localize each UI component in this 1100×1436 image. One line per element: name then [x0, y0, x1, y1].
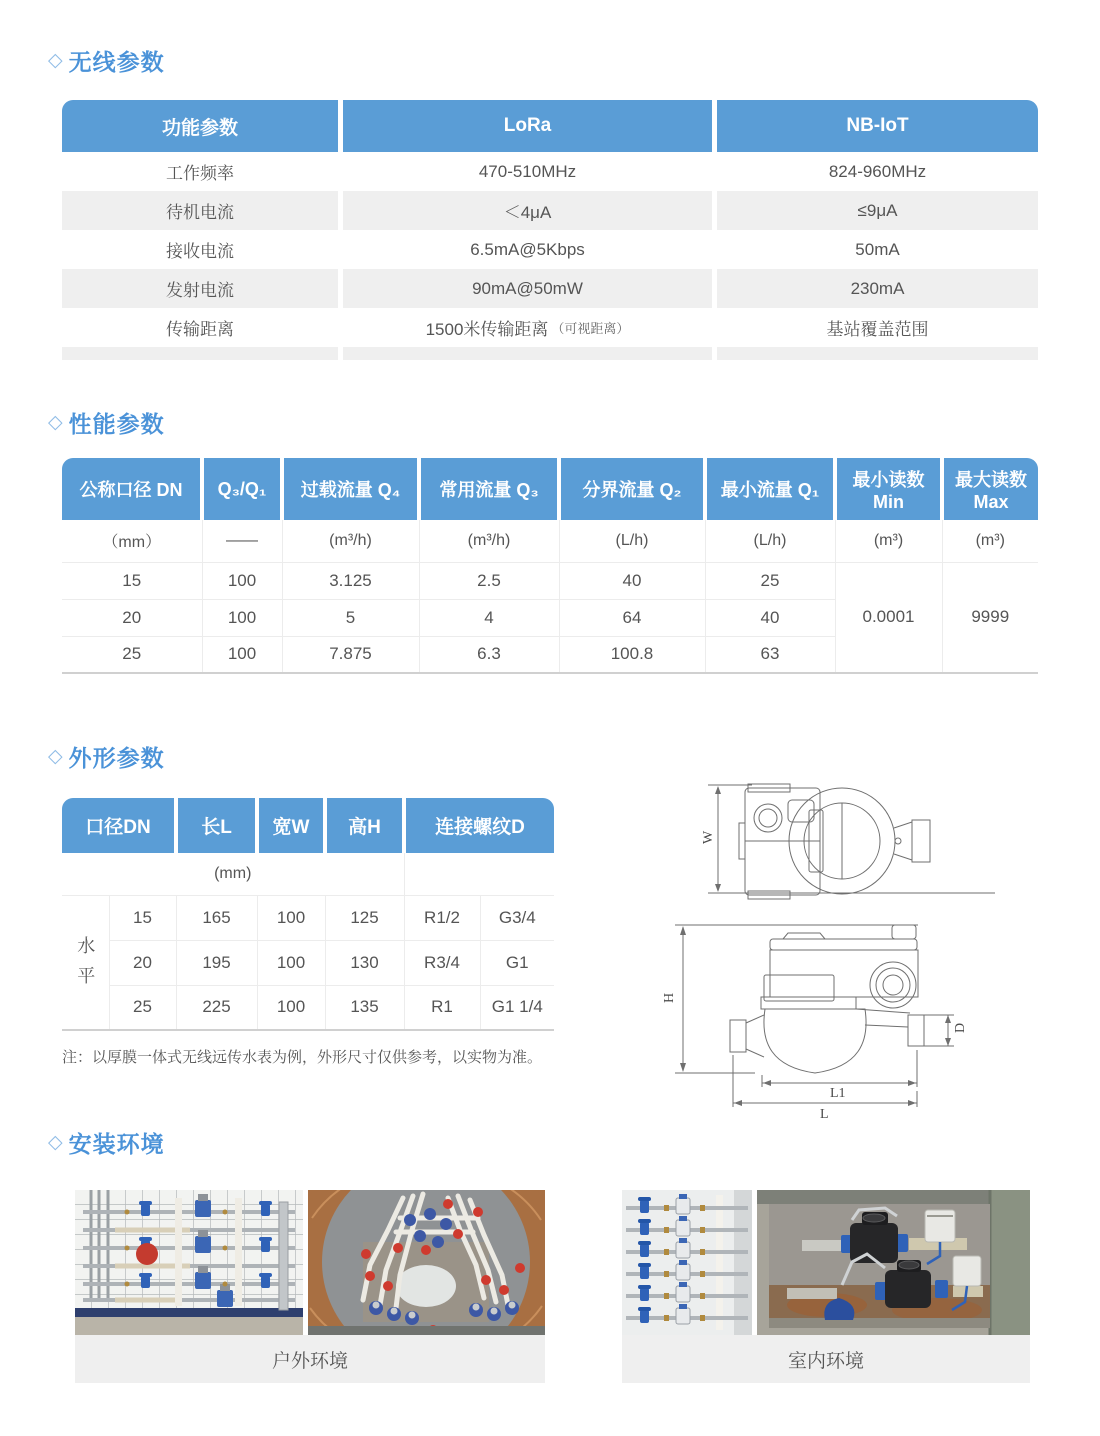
cell: 7.875 — [282, 636, 419, 673]
cell: 100 — [202, 562, 282, 599]
cell: 25 — [109, 985, 176, 1030]
cell: 25 — [62, 636, 202, 673]
col-header: 最小读数 Min — [835, 458, 942, 520]
section-title-text: 外形参数 — [68, 745, 165, 771]
col-header: 最大读数 Max — [942, 458, 1038, 520]
indoor-photo-meter-box — [757, 1190, 1030, 1335]
dimension-w — [701, 785, 752, 892]
cell: 64 — [559, 599, 705, 636]
outdoor-caption — [75, 1335, 545, 1383]
cell: 接收电流 — [166, 242, 234, 261]
cell: 25 — [705, 562, 835, 599]
cell: 4 — [419, 599, 559, 636]
cell: (mm) — [62, 853, 404, 895]
cell: —— — [202, 520, 282, 562]
table-row — [62, 895, 554, 940]
col-header: NB-IoT — [717, 100, 1038, 152]
units-row — [62, 520, 1038, 562]
min-reading-cell: 0.0001 — [835, 562, 942, 673]
cell: 40 — [559, 562, 705, 599]
cell: (L/h) — [559, 520, 705, 562]
cell: 6.3 — [419, 636, 559, 673]
col-header: 分界流量 Q₂ — [559, 458, 705, 520]
table-row — [62, 940, 554, 985]
wireless-section-title — [48, 44, 165, 77]
cell: (m³) — [942, 520, 1038, 562]
section-title-text: 无线参数 — [68, 49, 165, 75]
cell: R1/2 — [404, 895, 480, 940]
outdoor-photo-meter-pit — [308, 1190, 545, 1335]
cell: ＜4μA — [343, 191, 712, 230]
cell: 40 — [705, 599, 835, 636]
cell: G1 1/4 — [480, 985, 554, 1030]
col-header: 宽W — [257, 798, 325, 853]
cell: 待机电流 — [62, 191, 338, 230]
cell: 15 — [109, 895, 176, 940]
section-title-text: 性能参数 — [68, 411, 165, 437]
dimensions-note: 注：以厚膜一体式无线远传水表为例，外形尺寸仅供参考，以实物为准。 — [62, 1049, 543, 1066]
w-label: W — [701, 830, 716, 844]
cell: 824-960MHz — [828, 161, 927, 181]
cell: R3/4 — [404, 940, 480, 985]
cell: (m³) — [835, 520, 942, 562]
cell: ≤9μA — [717, 191, 1038, 230]
pipe-connector-top — [894, 820, 930, 862]
col-header: LoRa — [343, 100, 712, 152]
cell-note: （可视距离） — [551, 321, 630, 336]
cell: 100 — [202, 599, 282, 636]
orientation-label: 水平 — [75, 936, 96, 997]
dimensions-table — [62, 798, 554, 1031]
dimensions-section-title — [48, 740, 165, 773]
orientation-cell — [62, 895, 109, 1030]
cell: 100.8 — [559, 636, 705, 673]
diamond-icon: ◇ — [48, 1132, 64, 1153]
performance-section-title — [48, 406, 165, 439]
cell: （mm） — [62, 520, 202, 562]
cell: R1 — [404, 985, 480, 1030]
cell: G1 — [480, 940, 554, 985]
caption-text: 户外环境 — [271, 1350, 348, 1372]
table-footer-band — [62, 347, 338, 360]
cell: 20 — [62, 599, 202, 636]
table-footer-band — [343, 347, 712, 360]
cell: 50mA — [855, 239, 900, 259]
meter-top-view-drawing — [690, 760, 1050, 910]
col-header: 过载流量 Q₄ — [282, 458, 419, 520]
cell: 6.5mA@5Kbps — [470, 239, 585, 259]
table-row — [62, 985, 554, 1030]
table-row — [62, 562, 1038, 599]
performance-table — [62, 458, 1038, 674]
cell: 130 — [325, 940, 404, 985]
cell: 5 — [282, 599, 419, 636]
cell: 125 — [325, 895, 404, 940]
cell — [343, 308, 712, 347]
cell: 基站覆盖范围 — [826, 320, 929, 339]
col-header: 长L — [176, 798, 257, 853]
cell: (m³/h) — [419, 520, 559, 562]
cell: 100 — [202, 636, 282, 673]
cell: 20 — [109, 940, 176, 985]
indoor-caption — [622, 1335, 1030, 1383]
cell: 63 — [705, 636, 835, 673]
table-footer-band — [717, 347, 1038, 360]
cell: 15 — [62, 562, 202, 599]
dimension-h — [662, 925, 918, 1073]
diamond-icon: ◇ — [48, 50, 64, 71]
cell: 195 — [176, 940, 257, 985]
col-header: Q₃/Q₁ — [202, 458, 282, 520]
cell: 470-510MHz — [478, 161, 577, 181]
cell-main: 1500米传输距离 — [425, 320, 549, 339]
max-reading-cell: 9999 — [942, 562, 1038, 673]
units-row — [62, 853, 554, 895]
l1-label: L1 — [830, 1086, 846, 1101]
cell: G3/4 — [480, 895, 554, 940]
pipe-stubs-side — [730, 1015, 924, 1057]
dimension-d — [924, 1015, 968, 1046]
cell: 工作频率 — [166, 164, 234, 183]
col-header: 常用流量 Q₃ — [419, 458, 559, 520]
col-header: 高H — [325, 798, 404, 853]
cell: 发射电流 — [62, 269, 338, 308]
dimension-l1 — [762, 1050, 917, 1101]
cell: 165 — [176, 895, 257, 940]
cell: 2.5 — [419, 562, 559, 599]
l-label: L — [820, 1107, 829, 1122]
cell: 传输距离 — [166, 320, 234, 339]
indoor-photo-meter-rack — [622, 1190, 752, 1335]
cell: 3.125 — [282, 562, 419, 599]
cell: 135 — [325, 985, 404, 1030]
outdoor-photo-wall-meters — [75, 1190, 303, 1335]
h-label: H — [662, 992, 677, 1003]
installation-section-title — [48, 1126, 165, 1159]
cell: 90mA@50mW — [343, 269, 712, 308]
caption-text: 室内环境 — [787, 1350, 864, 1372]
d-label: D — [953, 1022, 968, 1033]
cell: 100 — [257, 940, 325, 985]
col-header: 最小流量 Q₁ — [705, 458, 835, 520]
meter-side-view-drawing — [660, 915, 970, 1125]
wireless-table — [62, 100, 1038, 360]
col-header: 功能参数 — [62, 100, 338, 152]
meter-body-side — [761, 925, 918, 1073]
cell — [404, 853, 554, 895]
col-header: 口径DN — [62, 798, 176, 853]
cell: 225 — [176, 985, 257, 1030]
cell: (m³/h) — [282, 520, 419, 562]
col-header: 连接螺纹D — [404, 798, 554, 853]
cell: 230mA — [717, 269, 1038, 308]
dimension-l — [733, 1055, 917, 1122]
diamond-icon: ◇ — [48, 412, 64, 433]
table-header-row — [62, 458, 1038, 520]
diamond-icon: ◇ — [48, 746, 64, 767]
cell: 100 — [257, 985, 325, 1030]
table-header-row — [62, 798, 554, 853]
section-title-text: 安装环境 — [68, 1131, 165, 1157]
col-header: 公称口径 DN — [62, 458, 202, 520]
cell: (L/h) — [705, 520, 835, 562]
cell: 100 — [257, 895, 325, 940]
